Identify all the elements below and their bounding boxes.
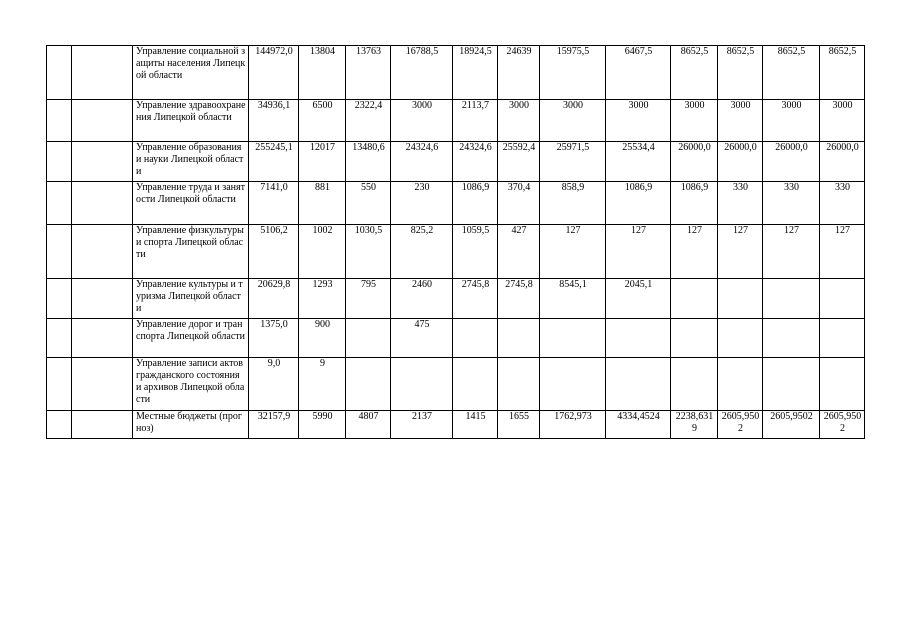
value-cell: [718, 319, 763, 358]
empty-cell: [72, 142, 133, 182]
value-cell: 1002: [299, 225, 346, 279]
value-cell: 25534,4: [606, 142, 671, 182]
value-cell: [391, 358, 453, 411]
value-cell: 5990: [299, 411, 346, 439]
empty-cell: [72, 319, 133, 358]
value-cell: 13804: [299, 46, 346, 100]
value-cell: [453, 358, 498, 411]
empty-cell: [72, 358, 133, 411]
value-cell: 127: [540, 225, 606, 279]
value-cell: 1655: [498, 411, 540, 439]
value-cell: [763, 358, 820, 411]
value-cell: 475: [391, 319, 453, 358]
value-cell: [718, 358, 763, 411]
value-cell: 3000: [391, 100, 453, 142]
value-cell: 2460: [391, 279, 453, 319]
value-cell: 3000: [606, 100, 671, 142]
organization-name-cell: Управление записи актов гражданского состояния и архивов Липецкой области: [133, 358, 249, 411]
value-cell: 7141,0: [249, 182, 299, 225]
value-cell: 2113,7: [453, 100, 498, 142]
value-cell: 1375,0: [249, 319, 299, 358]
value-cell: 5106,2: [249, 225, 299, 279]
value-cell: 144972,0: [249, 46, 299, 100]
value-cell: 8652,5: [718, 46, 763, 100]
value-cell: [820, 319, 865, 358]
empty-cell: [72, 46, 133, 100]
value-cell: 6500: [299, 100, 346, 142]
value-cell: 3000: [671, 100, 718, 142]
value-cell: 825,2: [391, 225, 453, 279]
value-cell: 3000: [718, 100, 763, 142]
organization-name-cell: Управление физкультуры и спорта Липецкой области: [133, 225, 249, 279]
table-row: [47, 225, 865, 279]
value-cell: 9,0: [249, 358, 299, 411]
value-cell: 20629,8: [249, 279, 299, 319]
budget-table: [46, 45, 865, 439]
value-cell: 4807: [346, 411, 391, 439]
value-cell: 18924,5: [453, 46, 498, 100]
empty-cell: [72, 100, 133, 142]
value-cell: 230: [391, 182, 453, 225]
organization-name-cell: Управление социальной защиты населения Липецкой области: [133, 46, 249, 100]
organization-name-cell: Управление здравоохранения Липецкой области: [133, 100, 249, 142]
value-cell: 13480,6: [346, 142, 391, 182]
value-cell: 127: [671, 225, 718, 279]
value-cell: [671, 279, 718, 319]
value-cell: 24324,6: [391, 142, 453, 182]
value-cell: 2605,9502: [763, 411, 820, 439]
value-cell: 26000,0: [718, 142, 763, 182]
empty-cell: [72, 225, 133, 279]
value-cell: 25592,4: [498, 142, 540, 182]
value-cell: 3000: [498, 100, 540, 142]
table-row: [47, 100, 865, 142]
empty-cell: [47, 225, 72, 279]
table-row: [47, 182, 865, 225]
value-cell: [763, 279, 820, 319]
empty-cell: [47, 319, 72, 358]
table-row: [47, 319, 865, 358]
value-cell: 24324,6: [453, 142, 498, 182]
value-cell: [453, 319, 498, 358]
value-cell: [498, 319, 540, 358]
value-cell: 1086,9: [453, 182, 498, 225]
value-cell: 858,9: [540, 182, 606, 225]
organization-name-cell: Управление культуры и туризма Липецкой области: [133, 279, 249, 319]
empty-cell: [47, 358, 72, 411]
value-cell: 2137: [391, 411, 453, 439]
organization-name-cell: Местные бюджеты (прогноз): [133, 411, 249, 439]
value-cell: 1762,973: [540, 411, 606, 439]
value-cell: [718, 279, 763, 319]
empty-cell: [47, 279, 72, 319]
value-cell: 26000,0: [763, 142, 820, 182]
table-row: [47, 358, 865, 411]
empty-cell: [47, 182, 72, 225]
value-cell: 2605,9502: [820, 411, 865, 439]
value-cell: 15975,5: [540, 46, 606, 100]
empty-cell: [72, 182, 133, 225]
value-cell: 16788,5: [391, 46, 453, 100]
value-cell: [671, 319, 718, 358]
value-cell: 34936,1: [249, 100, 299, 142]
value-cell: 1030,5: [346, 225, 391, 279]
table-row: [47, 46, 865, 100]
table-row: [47, 142, 865, 182]
value-cell: 3000: [763, 100, 820, 142]
value-cell: 2605,9502: [718, 411, 763, 439]
value-cell: 3000: [540, 100, 606, 142]
value-cell: 8652,5: [671, 46, 718, 100]
value-cell: 13763: [346, 46, 391, 100]
empty-cell: [47, 411, 72, 439]
value-cell: 255245,1: [249, 142, 299, 182]
organization-name-cell: Управление дорог и транспорта Липецкой области: [133, 319, 249, 358]
value-cell: [763, 319, 820, 358]
table-body: [47, 46, 865, 439]
value-cell: [346, 358, 391, 411]
value-cell: 370,4: [498, 182, 540, 225]
table-row: [47, 411, 865, 439]
value-cell: [498, 358, 540, 411]
value-cell: 127: [820, 225, 865, 279]
empty-cell: [47, 100, 72, 142]
value-cell: 330: [820, 182, 865, 225]
empty-cell: [72, 411, 133, 439]
empty-cell: [47, 142, 72, 182]
value-cell: 881: [299, 182, 346, 225]
value-cell: 6467,5: [606, 46, 671, 100]
value-cell: 330: [763, 182, 820, 225]
value-cell: 1415: [453, 411, 498, 439]
value-cell: 2238,6319: [671, 411, 718, 439]
value-cell: 127: [606, 225, 671, 279]
value-cell: 32157,9: [249, 411, 299, 439]
value-cell: [540, 358, 606, 411]
organization-name-cell: Управление труда и занятости Липецкой области: [133, 182, 249, 225]
value-cell: 127: [718, 225, 763, 279]
table-row: [47, 279, 865, 319]
value-cell: 330: [718, 182, 763, 225]
value-cell: 550: [346, 182, 391, 225]
value-cell: 2045,1: [606, 279, 671, 319]
value-cell: 427: [498, 225, 540, 279]
value-cell: 795: [346, 279, 391, 319]
empty-cell: [72, 279, 133, 319]
value-cell: 1086,9: [606, 182, 671, 225]
value-cell: 2745,8: [453, 279, 498, 319]
value-cell: 900: [299, 319, 346, 358]
value-cell: 127: [763, 225, 820, 279]
value-cell: 3000: [820, 100, 865, 142]
value-cell: [606, 319, 671, 358]
value-cell: 1293: [299, 279, 346, 319]
value-cell: 24639: [498, 46, 540, 100]
value-cell: 8652,5: [820, 46, 865, 100]
value-cell: 1086,9: [671, 182, 718, 225]
value-cell: 12017: [299, 142, 346, 182]
value-cell: 9: [299, 358, 346, 411]
value-cell: [671, 358, 718, 411]
value-cell: 8652,5: [763, 46, 820, 100]
value-cell: [820, 279, 865, 319]
value-cell: 1059,5: [453, 225, 498, 279]
value-cell: [820, 358, 865, 411]
value-cell: [606, 358, 671, 411]
organization-name-cell: Управление образования и науки Липецкой области: [133, 142, 249, 182]
value-cell: 26000,0: [671, 142, 718, 182]
value-cell: 2322,4: [346, 100, 391, 142]
empty-cell: [47, 46, 72, 100]
value-cell: 4334,4524: [606, 411, 671, 439]
value-cell: [346, 319, 391, 358]
value-cell: 8545,1: [540, 279, 606, 319]
value-cell: 25971,5: [540, 142, 606, 182]
value-cell: 26000,0: [820, 142, 865, 182]
value-cell: 2745,8: [498, 279, 540, 319]
value-cell: [540, 319, 606, 358]
